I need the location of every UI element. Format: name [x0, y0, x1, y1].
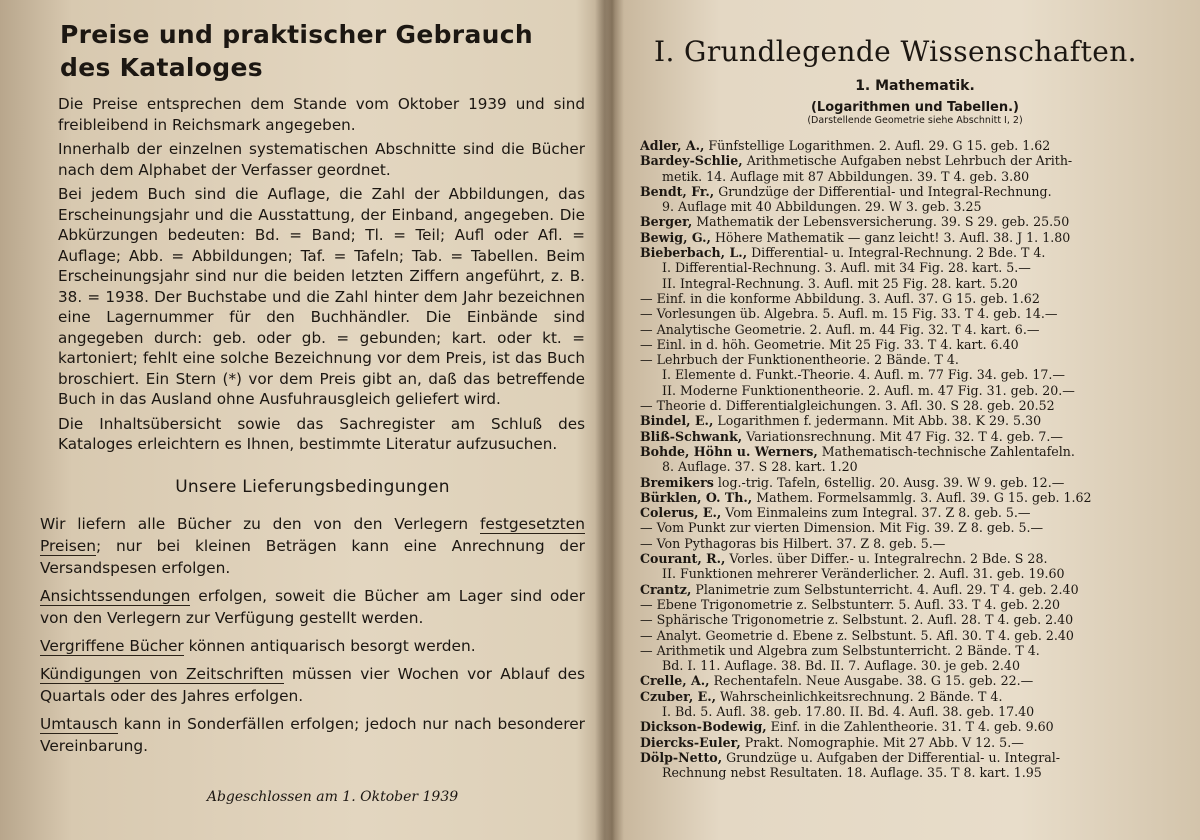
- catalog-entry: [640, 306, 1190, 321]
- catalog-entry: [640, 429, 1190, 444]
- condition-out-of-print: [40, 635, 585, 657]
- catalog-entry: [640, 276, 1190, 291]
- catalog-entry: [640, 520, 1190, 535]
- section-title: 1. Mathematik.: [855, 78, 975, 94]
- condition-term: Ansichtssendungen: [40, 586, 191, 605]
- entry-text: I. Elemente d. Funkt.-Theorie. 4. Aufl. m. 77 Fig. 34. geb. 17.—: [662, 367, 1065, 383]
- entry-text: — Vom Punkt zur vierten Dimension. Mit Fig. 39. Z 8. geb. 5.—: [640, 520, 1044, 536]
- entry-text: — Ebene Trigonometrie z. Selbstunterr. 5. Aufl. 33. T 4. geb. 2.20: [640, 596, 1061, 612]
- condition-prices: [40, 513, 585, 579]
- entry-text: — Vorlesungen üb. Algebra. 5. Aufl. m. 15 Fig. 33. T 4. geb. 14.—: [640, 306, 1058, 322]
- entry-text: Vorles. über Differ.- u. Integralrechn. 2 Bde. S 28.: [725, 551, 1048, 567]
- entry-author: Bieberbach, L.,: [640, 245, 748, 261]
- right-page: [640, 0, 1190, 840]
- catalog-entry: [640, 597, 1190, 612]
- catalog-entry: [640, 260, 1190, 275]
- entry-text: Mathematik der Lebensversicherung. 39. S 29. geb. 25.50: [692, 214, 1070, 230]
- book-gutter: [595, 0, 615, 840]
- entry-text: II. Integral-Rechnung. 3. Aufl. mit 25 Fig. 28. kart. 5.20: [662, 275, 1018, 291]
- entry-text: Mathematisch-technische Zahlentafeln.: [817, 443, 1075, 459]
- catalog-entry: [640, 245, 1190, 260]
- entry-text: II. Funktionen mehrerer Veränderlicher. 2. Aufl. 31. geb. 19.60: [662, 566, 1065, 582]
- entry-author: Bremikers: [640, 474, 714, 490]
- catalog-entry: [640, 475, 1190, 490]
- entry-text: Logarithmen f. jedermann. Mit Abb. 38. K 29. 5.30: [713, 413, 1042, 429]
- entry-author: Adler, A.,: [640, 138, 705, 153]
- catalog-entry: [640, 643, 1190, 658]
- catalog-entry: [640, 704, 1190, 719]
- condition-text: können antiquarisch besorgt werden.: [183, 636, 476, 655]
- condition-approval-shipments: [40, 585, 585, 629]
- entry-author: Bindel, E.,: [640, 413, 714, 429]
- entry-text: — Sphärische Trigonometrie z. Selbstunt. 2. Aufl. 28. T 4. geb. 2.40: [640, 612, 1074, 628]
- paragraph-prices: Die Preise entsprechen dem Stande vom Oktober 1939 und sind freibleibend in Reichsmark angegeben.: [58, 95, 585, 134]
- catalog-entry: [640, 719, 1190, 734]
- catalog-entry: [640, 337, 1190, 352]
- entry-text: II. Moderne Funktionentheorie. 2. Aufl. m. 47 Fig. 31. geb. 20.—: [662, 382, 1075, 398]
- catalog-entry: [640, 490, 1190, 505]
- catalog-entry: [640, 398, 1190, 413]
- entry-text: — Von Pythagoras bis Hilbert. 37. Z 8. geb. 5.—: [640, 535, 946, 551]
- section-note: (Darstellende Geometrie siehe Abschnitt I, 2): [807, 115, 1023, 126]
- catalog-entry: [640, 750, 1190, 765]
- entry-text: — Analyt. Geometrie d. Ebene z. Selbstunt. 5. Afl. 30. T 4. geb. 2.40: [640, 627, 1074, 643]
- entry-author: Dickson-Bodewig,: [640, 719, 767, 735]
- entry-text: — Arithmetik und Algebra zum Selbstunterricht. 2 Bände. T 4.: [640, 642, 1040, 658]
- entry-text: Prakt. Nomographie. Mit 27 Abb. V 12. 5.—: [740, 734, 1024, 750]
- entry-author: Bendt, Fr.,: [640, 183, 715, 199]
- entry-author: Colerus, E.,: [640, 505, 722, 521]
- paragraph-index: Die Inhaltsübersicht sowie das Sachregister am Schluß des Kataloges erleichtern es Ihnen, bestimmte Literatur aufzusuchen.: [58, 414, 585, 453]
- entry-text: 8. Auflage. 37. S 28. kart. 1.20: [662, 459, 858, 475]
- condition-term: Umtausch: [40, 714, 118, 733]
- condition-term: Kündigungen von Zeitschriften: [40, 664, 284, 683]
- right-page-heading: I. Grundlegende Wissenschaften.: [654, 35, 1137, 68]
- catalog-entry: [640, 184, 1190, 199]
- catalog-entry: [640, 673, 1190, 688]
- catalog-entry: [640, 413, 1190, 428]
- condition-term-fixed-prices: festgesetzten Preisen: [40, 514, 585, 555]
- entry-author: Bardey-Schlie,: [640, 153, 743, 169]
- catalog-entry: [640, 291, 1190, 306]
- catalog-entry: [640, 765, 1190, 780]
- condition-text: kann in Sonderfällen erfolgen; jedoch nur nach besonderer Vereinbarung.: [40, 714, 585, 755]
- left-page-heading: Preise und praktischer Gebrauch des Kataloges: [60, 20, 533, 82]
- entry-author: Dölp-Netto,: [640, 749, 723, 765]
- catalog-entry: [640, 352, 1190, 367]
- entry-author: Czuber, E.,: [640, 688, 717, 704]
- condition-term: Vergriffene Bücher: [40, 636, 184, 655]
- entry-author: Courant, R.,: [640, 551, 726, 567]
- catalog-entry: [640, 444, 1190, 459]
- entry-text: Variationsrechnung. Mit 47 Fig. 32. T 4. geb. 7.—: [742, 428, 1063, 444]
- entry-text: Vom Einmaleins zum Integral. 37. Z 8. geb. 5.—: [721, 505, 1031, 521]
- condition-text-post: ; nur bei kleinen Beträgen kann eine Anrechnung der Versandspesen erfolgen.: [40, 536, 585, 577]
- catalog-entry: [640, 658, 1190, 673]
- paragraph-ordering: Innerhalb der einzelnen systematischen Abschnitte sind die Bücher nach dem Alphabet der Verfasser geordnet.: [58, 140, 585, 179]
- entry-text: — Lehrbuch der Funktionentheorie. 2 Bände. T 4.: [640, 352, 959, 368]
- entry-text: Differential- u. Integral-Rechnung. 2 Bde. T 4.: [747, 245, 1046, 261]
- catalog-entry: [640, 735, 1190, 750]
- closing-date: Abgeschlossen am 1. Oktober 1939: [206, 788, 459, 805]
- entry-text: — Einf. in die konforme Abbildung. 3. Aufl. 37. G 15. geb. 1.62: [640, 290, 1040, 306]
- entry-author: Bohde, Höhn u. Werners,: [640, 443, 818, 459]
- entry-text: Einf. in die Zahlentheorie. 31. T 4. geb. 9.60: [766, 719, 1054, 735]
- catalog-entry: [640, 628, 1190, 643]
- catalog-entry: [640, 536, 1190, 551]
- entry-text: I. Differential-Rechnung. 3. Aufl. mit 34 Fig. 28. kart. 5.—: [662, 260, 1031, 276]
- entry-text: Grundzüge u. Aufgaben der Differential- u. Integral-: [722, 749, 1061, 765]
- entry-author: Crelle, A.,: [640, 673, 710, 689]
- entry-text: Planimetrie zum Selbstunterricht. 4. Aufl. 29. T 4. geb. 2.40: [691, 581, 1079, 597]
- entry-text: Grundzüge der Differential- und Integral-Rechnung.: [714, 183, 1052, 199]
- catalog-entry: [640, 138, 1190, 153]
- entry-author: Diercks-Euler,: [640, 734, 741, 750]
- entry-text: metik. 14. Auflage mit 87 Abbildungen. 39. T 4. geb. 3.80: [662, 168, 1030, 184]
- entry-author: Bewig, G.,: [640, 229, 711, 245]
- entry-text: log.-trig. Tafeln, 6stellig. 20. Ausg. 39. W 9. geb. 12.—: [713, 474, 1065, 490]
- entry-text: — Einl. in d. höh. Geometrie. Mit 25 Fig. 33. T 4. kart. 6.40: [640, 336, 1019, 352]
- entry-text: Rechnung nebst Resultaten. 18. Auflage. 35. T 8. kart. 1.95: [662, 765, 1042, 781]
- entry-author: Crantz,: [640, 581, 692, 597]
- delivery-conditions-heading: Unsere Lieferungsbedingungen: [175, 476, 450, 497]
- entry-text: Rechentafeln. Neue Ausgabe. 38. G 15. geb. 22.—: [709, 673, 1034, 689]
- entry-text: Bd. I. 11. Auflage. 38. Bd. II. 7. Auflage. 30. je geb. 2.40: [662, 658, 1020, 674]
- catalog-entry: [640, 322, 1190, 337]
- left-page: [40, 0, 585, 840]
- catalog-entry: [640, 230, 1190, 245]
- condition-exchange: [40, 713, 585, 757]
- catalog-entry: [640, 199, 1190, 214]
- catalog-entry: [640, 169, 1190, 184]
- entry-text: — Analytische Geometrie. 2. Aufl. m. 44 Fig. 32. T 4. kart. 6.—: [640, 321, 1040, 337]
- entry-author: Berger,: [640, 214, 693, 230]
- entry-text: — Theorie d. Differentialgleichungen. 3. Afl. 30. S 28. geb. 20.52: [640, 398, 1055, 414]
- entry-author: Bliß-Schwank,: [640, 428, 743, 444]
- entry-text: Wahrscheinlichkeitsrechnung. 2 Bände. T 4.: [716, 688, 1003, 704]
- entry-text: Höhere Mathematik — ganz leicht! 3. Aufl. 38. J 1. 1.80: [710, 229, 1071, 245]
- catalog-entry: [640, 612, 1190, 627]
- condition-text-pre: Wir liefern alle Bücher zu den von den Verlegern: [40, 514, 480, 533]
- condition-cancellations: [40, 663, 585, 707]
- entry-text: 9. Auflage mit 40 Abbildungen. 29. W 3. geb. 3.25: [662, 199, 982, 215]
- catalog-entry: [640, 367, 1190, 382]
- catalog-entry: [640, 505, 1190, 520]
- catalog-entry: [640, 551, 1190, 566]
- entry-author: Bürklen, O. Th.,: [640, 489, 753, 505]
- catalog-entry: [640, 383, 1190, 398]
- paragraph-abbreviations: Bei jedem Buch sind die Auflage, die Zahl der Abbildungen, das Erscheinungsjahr und die Ausstattung, der Einband, angegeben. Die Abkürzungen bedeuten: Bd. = Band; Tl. = Teil; Aufl oder Afl. = Auflage; Abb. = Abbildungen; Taf. = Tafeln; Tab. = Tabellen. Beim Erscheinungsjahr sind nur die beiden letzten Ziffern angeführt, z. B. 38. = 1938. Der Buchstabe und die Zahl hinter dem Jahr bezeichnen eine Lagernummer für den Buchhändler. Die Einbände sind angegeben durch: geb. oder gb. = gebunden; kart. oder kt. = kartoniert; fehlt eine solche Bezeichnung vor dem Preis, ist das Buch broschiert. Ein Stern (*) vor dem Preis gibt an, daß das betreffende Buch in das Ausland ohne Ausfuhrausgleich geliefert wird.: [58, 185, 585, 408]
- catalog-entry: [640, 459, 1190, 474]
- catalog-entry: [640, 582, 1190, 597]
- catalog-entry: [640, 214, 1190, 229]
- catalog-entry: [640, 153, 1190, 168]
- catalog-entry-list: [640, 138, 1190, 780]
- section-subtitle: (Logarithmen und Tabellen.): [810, 100, 1019, 115]
- catalog-entry: [640, 566, 1190, 581]
- entry-text: I. Bd. 5. Aufl. 38. geb. 17.80. II. Bd. 4. Aufl. 38. geb. 17.40: [662, 703, 1035, 719]
- entry-text: Fünfstellige Logarithmen. 2. Aufl. 29. G 15. geb. 1.62: [704, 138, 1051, 153]
- condition-text: erfolgen, soweit die Bücher am Lager sind oder von den Verlegern zur Verfügung gestellt werden.: [40, 586, 585, 627]
- entry-text: Mathem. Formelsammlg. 3. Aufl. 39. G 15. geb. 1.62: [752, 489, 1092, 505]
- condition-text: müssen vier Wochen vor Ablauf des Quartals oder des Jahres erfolgen.: [40, 664, 586, 705]
- catalog-entry: [640, 689, 1190, 704]
- entry-text: Arithmetische Aufgaben nebst Lehrbuch der Arith-: [742, 153, 1073, 169]
